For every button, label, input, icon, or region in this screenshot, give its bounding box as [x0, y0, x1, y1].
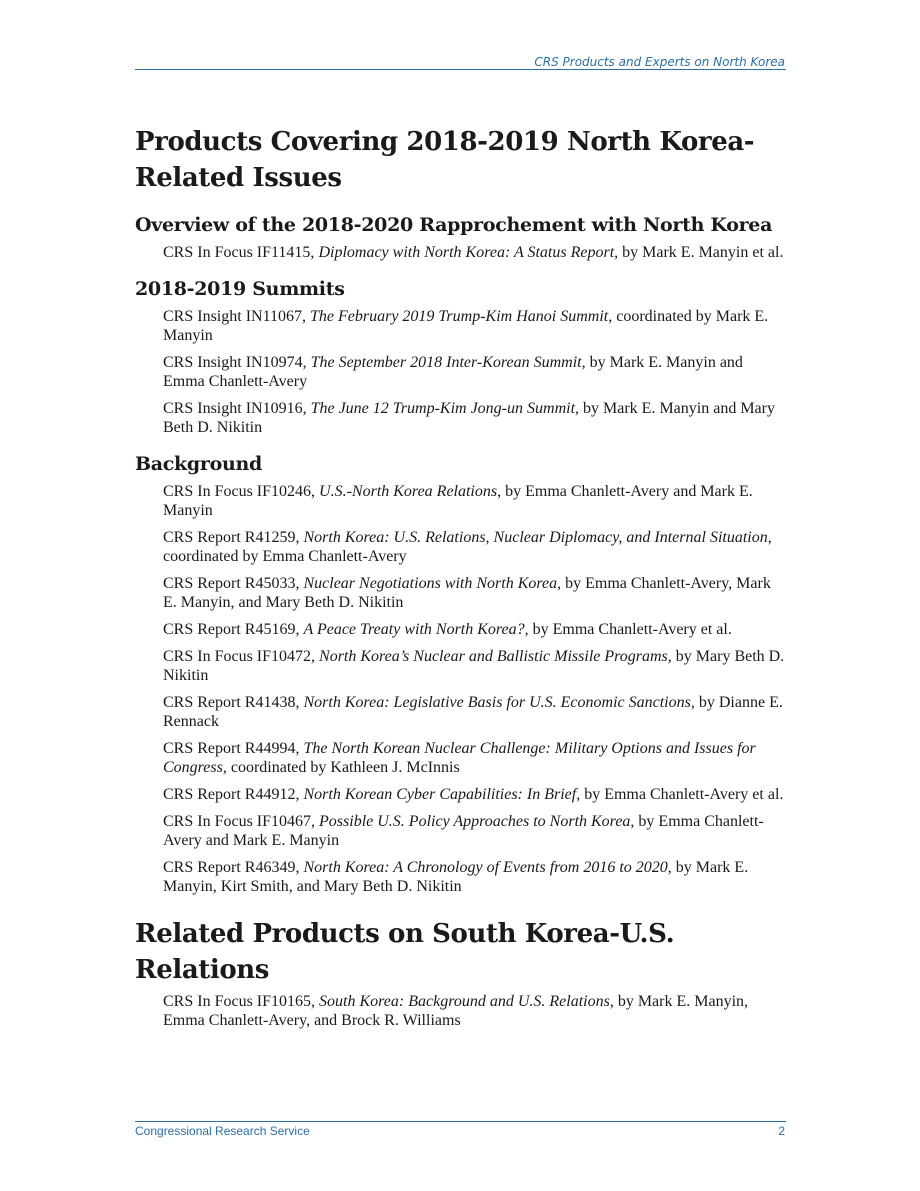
product-entry: CRS Report R41259, North Korea: U.S. Relations, Nuclear Diplomacy, and Internal Situation, coordinated by Emma Chanlett-Avery [163, 529, 772, 565]
product-entry: CRS In Focus IF10472, North Korea’s Nuclear and Ballistic Missile Programs, by Mary Beth D. Nikitin [163, 648, 785, 684]
page-content [135, 124, 787, 1038]
product-entry: CRS Insight IN11067, The February 2019 Trump-Kim Hanoi Summit, coordinated by Mark E. Manyin [163, 308, 769, 344]
section-heading-summits: 2018-2019 Summits [135, 278, 345, 300]
footer-organization: Congressional Research Service [135, 1124, 310, 1138]
product-entry: CRS In Focus IF10165, South Korea: Background and U.S. Relations, by Mark E. Manyin, Emma Chanlett-Avery, and Brock R. Williams [163, 993, 749, 1029]
product-entry: CRS Insight IN10916, The June 12 Trump-Kim Jong-un Summit, by Mark E. Manyin and Mary Beth D. Nikitin [163, 400, 775, 436]
product-entry: CRS In Focus IF10467, Possible U.S. Policy Approaches to North Korea, by Emma Chanlett-Avery and Mark E. Manyin [163, 813, 764, 849]
product-entry: CRS In Focus IF10246, U.S.-North Korea Relations, by Emma Chanlett-Avery and Mark E. Manyin [163, 483, 753, 519]
page-title: Products Covering 2018-2019 North Korea-Related Issues [135, 127, 755, 193]
footer-rule [135, 1121, 786, 1122]
product-entry: CRS Report R46349, North Korea: A Chronology of Events from 2016 to 2020, by Mark E. Manyin, Kirt Smith, and Mary Beth D. Nikitin [163, 859, 749, 895]
product-entry: CRS Report R41438, North Korea: Legislative Basis for U.S. Economic Sanctions, by Dianne E. Rennack [163, 694, 783, 730]
product-entry: CRS Report R45033, Nuclear Negotiations with North Korea, by Emma Chanlett-Avery, Mark E. Manyin, and Mary Beth D. Nikitin [163, 575, 771, 611]
page-number: 2 [778, 1124, 785, 1138]
product-entry: CRS Report R45169, A Peace Treaty with North Korea?, by Emma Chanlett-Avery et al. [163, 621, 732, 638]
section-heading-overview: Overview of the 2018-2020 Rapprochement with North Korea [135, 214, 773, 236]
section-heading-background: Background [135, 453, 262, 475]
related-title: Related Products on South Korea-U.S. Relations [135, 919, 675, 985]
product-entry: CRS Report R44912, North Korean Cyber Capabilities: In Brief, by Emma Chanlett-Avery et al. [163, 786, 784, 803]
product-entry: CRS Report R44994, The North Korean Nuclear Challenge: Military Options and Issues for Congress, coordinated by Kathleen J. McInnis [163, 740, 756, 776]
running-header: CRS Products and Experts on North Korea [534, 55, 785, 69]
header-rule [135, 69, 786, 70]
product-entry: CRS Insight IN10974, The September 2018 Inter-Korean Summit, by Mark E. Manyin and Emma Chanlett-Avery [163, 354, 743, 390]
product-entry: CRS In Focus IF11415, Diplomacy with North Korea: A Status Report, by Mark E. Manyin et al. [163, 244, 784, 261]
